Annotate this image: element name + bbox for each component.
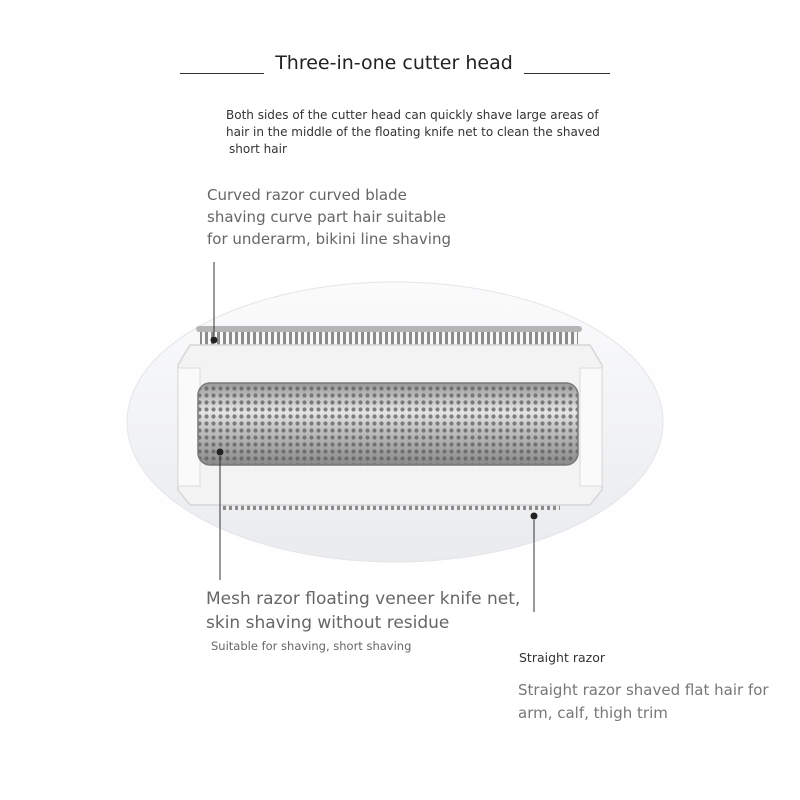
intro-line: short hair: [229, 142, 287, 156]
description-line: arm, calf, thigh trim: [518, 704, 668, 722]
intro-line: Both sides of the cutter head can quickly shave large areas of: [226, 108, 599, 122]
straight-razor-description: [518, 679, 788, 725]
straight-razor-marker: [531, 513, 538, 520]
description-line: Mesh razor floating veneer knife net,: [206, 589, 521, 609]
straight-razor-label: Straight razor: [519, 650, 605, 665]
description-line: Curved razor curved blade: [207, 186, 407, 204]
description-line: skin shaving without residue: [206, 613, 450, 633]
mesh-razor-marker: [217, 449, 224, 456]
curved-razor-marker: [211, 337, 218, 344]
description-line: for underarm, bikini line shaving: [207, 230, 451, 248]
description-line: shaving curve part hair suitable: [207, 208, 446, 226]
intro-line: hair in the middle of the floating knife net to clean the shaved: [226, 125, 600, 139]
description-line: Straight razor shaved flat hair for: [518, 681, 769, 699]
mesh-razor-subtext: Suitable for shaving, short shaving: [211, 639, 412, 653]
page-title: Three-in-one cutter head: [275, 52, 513, 74]
mesh-razor-description: [206, 587, 546, 635]
